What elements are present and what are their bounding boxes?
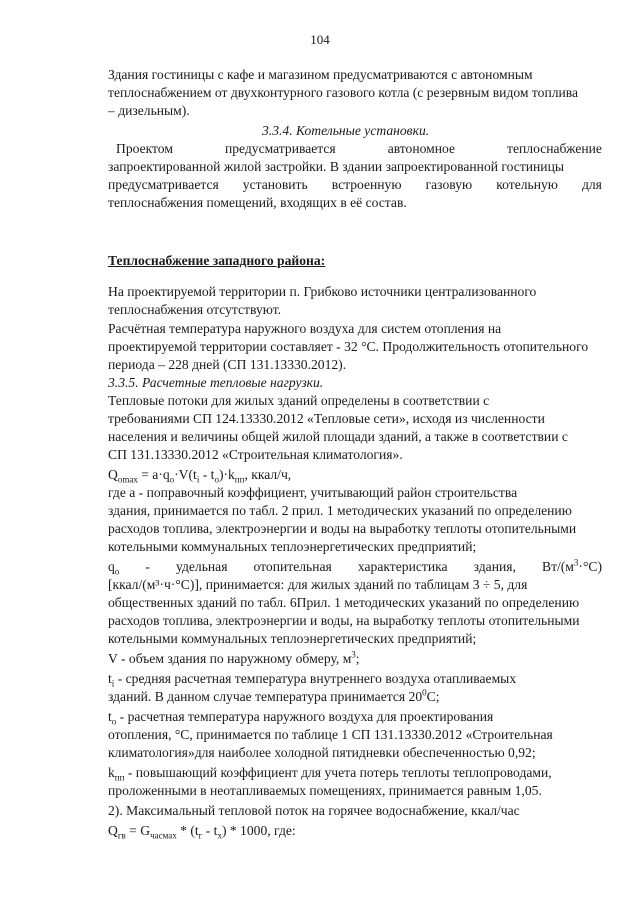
f1-part: ·V(t <box>174 467 197 482</box>
para10-line3: климатология»для наиболее холодной пятидневки обеспеченностью 0,92; <box>108 745 536 760</box>
f2-q-sub: гв <box>117 830 126 841</box>
section-heading-west: Теплоснабжение западного района: <box>108 253 326 268</box>
f1-part: = a·q <box>137 467 170 482</box>
ti-letter: t <box>108 671 112 686</box>
word: установить <box>242 177 308 192</box>
word: характеристика <box>357 559 448 574</box>
para8-line1 <box>108 650 602 668</box>
para5-line2: требованиями СП 124.13330.2012 «Тепловые сети», исходя из численности <box>108 411 545 426</box>
f2-part: = G <box>125 823 151 838</box>
para1-line1-text: Здания гостиницы с кафе и магазином предусматриваются с автономным <box>108 67 533 82</box>
page-number: 104 <box>310 32 330 47</box>
p9-l2b: С; <box>426 689 440 704</box>
para2-line1 <box>116 140 602 158</box>
q0-letter: q <box>108 559 115 574</box>
k-sub: пп <box>114 772 125 783</box>
q0-sub: o <box>114 566 120 577</box>
para10-line1 <box>108 708 602 726</box>
para9-line1 <box>108 670 602 688</box>
ti-sub: i <box>111 678 115 689</box>
para11-line1 <box>108 764 602 782</box>
para2-line2: запроектированной жилой застройки. В здании запроектированной гостиницы <box>108 159 564 174</box>
word: автономное <box>387 141 456 156</box>
para6-line1: где а - поправочный коэффициент, учитывающий район строительства <box>108 485 518 500</box>
p9-sup: 0 <box>422 687 427 698</box>
f2-g-sub: часмах <box>150 830 177 841</box>
para5-line1: Тепловые потоки для жилых зданий определены в соответствии с <box>108 393 490 408</box>
formula-q-omax <box>108 466 602 484</box>
formula-q-gv <box>108 822 602 840</box>
f2-tx-sub: х <box>217 830 222 841</box>
para4-line2: проектируемой территории составляет - 32 °С. Продолжительность отопительного <box>108 339 589 354</box>
word: предусматривается <box>108 177 219 192</box>
para3-line1-text: На проектируемой территории п. Грибково источники централизованного <box>108 284 537 299</box>
unit-a: Вт/(м <box>542 559 574 574</box>
para9-line2 <box>108 688 602 706</box>
word: отопительная <box>253 559 332 574</box>
word: котельную <box>496 177 558 192</box>
para3-line2: теплоснабжения отсутствуют. <box>108 302 282 317</box>
word: предусматривается <box>224 141 336 156</box>
f2-q: Q <box>108 823 118 838</box>
f1-k-sub: пп <box>234 474 245 485</box>
para4-line3: периода – 228 дней (СП 131.13330.2012). <box>108 357 347 372</box>
f2-part: * (t <box>176 823 199 838</box>
word: здания, <box>473 559 516 574</box>
para11-line2: проложенными в неотапливаемых помещениях, принимается равным 1,05. <box>108 783 542 798</box>
word: - <box>145 559 150 574</box>
word: удельная <box>176 559 228 574</box>
para1-line1 <box>108 66 602 84</box>
q0-symbol <box>108 558 119 576</box>
para5-line3: населения и величины общей жилой площади зданий, а также в соответствии с <box>108 429 568 444</box>
f2-tr-sub: г <box>198 830 203 841</box>
word: теплоснабжение <box>507 141 602 156</box>
f1-ti-sub: i <box>196 474 200 485</box>
para2-line4: теплоснабжения помещений, входящих в её состав. <box>108 195 407 210</box>
f1-part: , ккал/ч, <box>244 467 292 482</box>
f1-part: - t <box>199 467 215 482</box>
para7-line2: [ккал/(м³·ч·°С)], принимается: для жилых зданий по таблицам 3 ÷ 5, для <box>108 577 528 592</box>
p9-l2a: зданий. В данном случае температура принимается 20 <box>108 689 423 704</box>
para5-line4: СП 131.13330.2012 «Строительная климатология». <box>108 447 403 462</box>
to-sub: o <box>111 716 117 727</box>
p9-rest: - средняя расчетная температура внутреннего воздуха отапливаемых <box>114 671 517 686</box>
f2-part: - t <box>202 823 218 838</box>
para12-line1: 2). Максимальный тепловой поток на горячее водоснабжение, ккал/час <box>108 803 520 818</box>
para1-line2: теплоснабжением от двухконтурного газового котла (с резервным видом топлива <box>108 85 579 100</box>
p10-rest: - расчетная температура наружного воздуха для проектирования <box>116 709 494 724</box>
word: встроенную <box>331 177 402 192</box>
para3-line1 <box>108 283 602 301</box>
section-3-3-5-heading: 3.3.5. Расчетные тепловые нагрузки. <box>108 375 324 390</box>
f1-q-sub: omax <box>117 474 138 485</box>
para7-line4: расходов топлива, электроэнергии и воды, на выработку теплоты отопительными <box>108 613 580 628</box>
section-3-3-4-heading: 3.3.4. Котельные установки. <box>262 123 430 138</box>
word: для <box>581 177 602 192</box>
f1-q: Q <box>108 467 118 482</box>
p8-end: ; <box>355 651 360 666</box>
unit-b: ·°С) <box>578 559 602 574</box>
unit-sup: 3 <box>573 557 579 568</box>
word: газовую <box>425 177 473 192</box>
para2-line3 <box>108 176 602 194</box>
para7-line3: общественных зданий по табл. 6Прил. 1 методических указаний по определению <box>108 595 580 610</box>
word: Проектом <box>116 141 173 156</box>
para7-line5: котельными коммунальных теплоэнергетических предприятий; <box>108 631 477 646</box>
f1-to-sub: o <box>214 474 219 485</box>
k-letter: k <box>108 765 115 780</box>
f1-q0-sub: o <box>169 474 175 485</box>
f1-part: )·k <box>218 467 235 482</box>
para1-line3: – дизельным). <box>108 103 190 118</box>
f2-part: ) * 1000, где: <box>221 823 296 838</box>
to-letter: t <box>108 709 112 724</box>
p8-sup: 3 <box>351 649 356 660</box>
unit <box>542 558 602 576</box>
para6-line4: котельными коммунальных теплоэнергетических предприятий; <box>108 539 477 554</box>
para6-line2: здания, принимается по табл. 2 прил. 1 методических указаний по определению <box>108 503 572 518</box>
para4-line1: Расчётная температура наружного воздуха для систем отопления на <box>108 321 502 336</box>
para10-line2: отопления, °С, принимается по таблице 1 СП 131.13330.2012 «Строительная <box>108 727 553 742</box>
p8-text: V - объем здания по наружному обмеру, м <box>108 651 352 666</box>
para7-line1 <box>108 558 602 576</box>
para6-line3: расходов топлива, электроэнергии и воды на выработку теплоты отопительными <box>108 521 577 536</box>
p11-rest: - повышающий коэффициент для учета потерь теплоты теплопроводами, <box>124 765 552 780</box>
